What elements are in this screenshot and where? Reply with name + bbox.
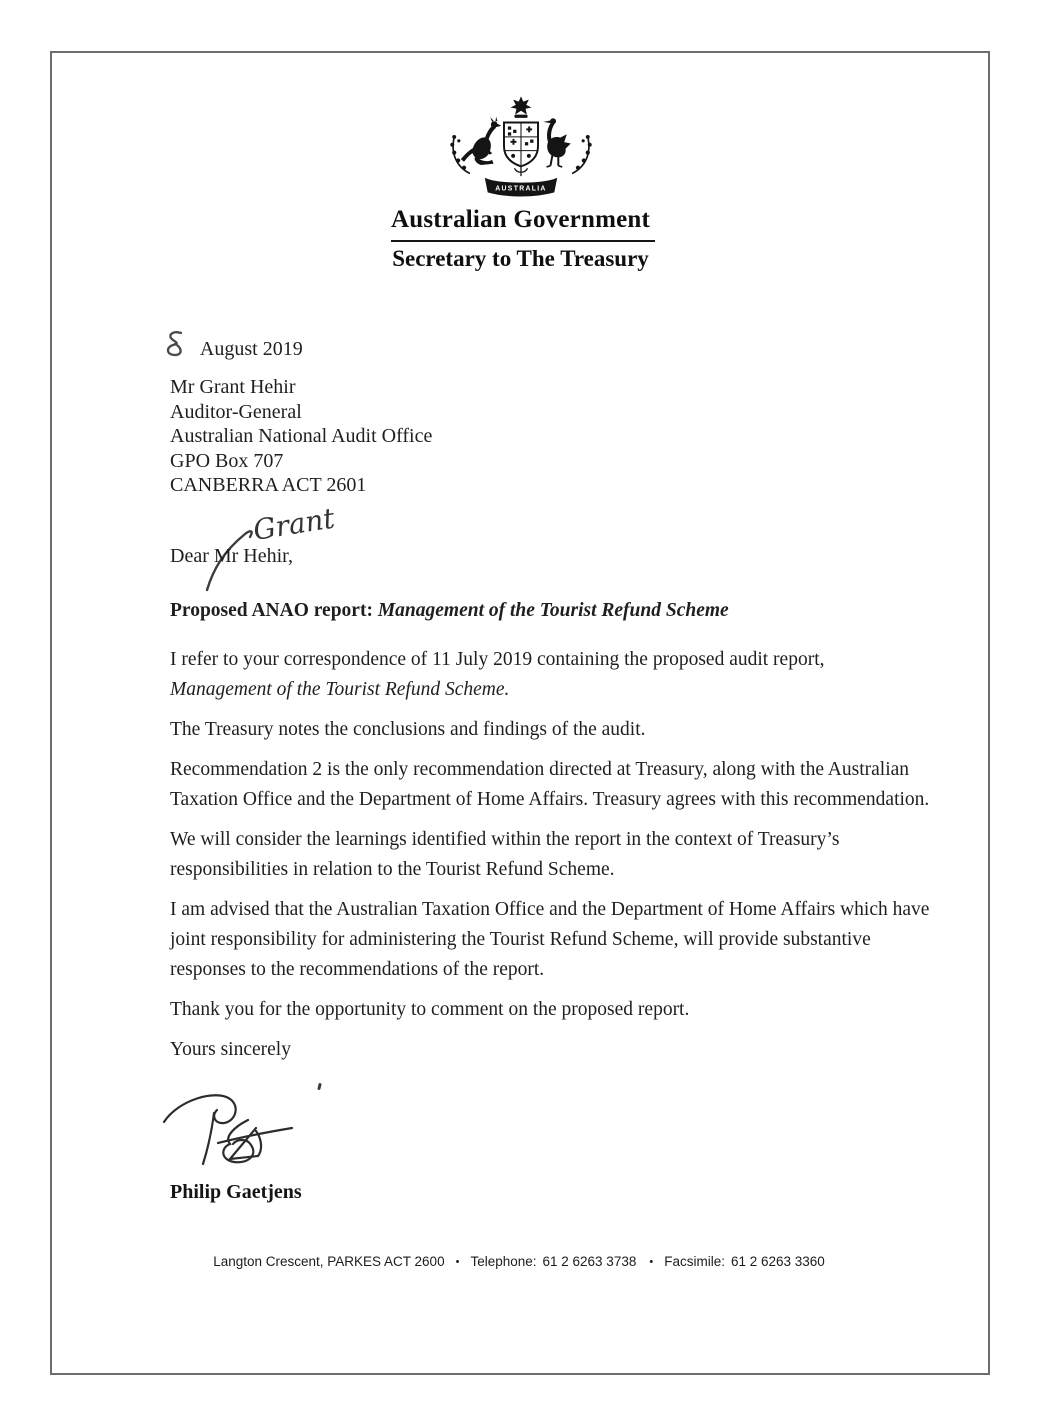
paragraph-5: I am advised that the Australian Taxation Office and the Department of Home Affairs which have joint responsibility for administering the Tourist Refund Scheme, will provide substantive responses to the recommendations of the report.: [170, 899, 930, 980]
recipient-address: [170, 375, 432, 498]
footer-contact-line: [50, 1254, 990, 1269]
letter-body: [170, 596, 930, 1075]
report-title: Management of the Tourist Refund Scheme: [377, 600, 729, 621]
paragraph-1: [170, 645, 930, 705]
banner-text: AUSTRALIA: [495, 185, 547, 193]
subject-label: Proposed ANAO report:: [170, 600, 378, 621]
wattle-spray-right-icon: [572, 135, 592, 174]
date-text: August 2019: [199, 338, 303, 360]
commonwealth-star-icon: [511, 96, 532, 118]
closing: Yours sincerely: [170, 1039, 291, 1060]
kangaroo-icon: [461, 117, 502, 165]
recipient-line: Australian National Audit Office: [170, 425, 433, 448]
office-title: Secretary to The Treasury: [392, 246, 649, 271]
government-name: Australian Government: [390, 206, 651, 233]
paragraph-1-text: I refer to your correspondence of 11 July 2019 containing the proposed audit report,: [170, 649, 825, 670]
subject-line: [170, 596, 930, 626]
paragraph-4: We will consider the learnings identified within the report in the context of Treasury’s responsibilities in relation to the Tourist Refund Scheme.: [170, 829, 840, 880]
paragraph-1-report-title: Management of the Tourist Refund Scheme.: [170, 679, 510, 700]
emu-icon: [543, 118, 570, 167]
facsimile-number: 61 2 6263 3360: [730, 1254, 825, 1269]
date-line: [164, 329, 303, 361]
footer-address: Langton Crescent, PARKES ACT 2600: [213, 1254, 445, 1269]
handwritten-day-icon: [164, 329, 186, 359]
telephone-label: Telephone:: [470, 1254, 537, 1269]
salutation: Dear Mr Hehir,: [170, 545, 294, 567]
australian-coat-of-arms-icon: [449, 95, 593, 205]
letterhead-divider: [391, 240, 655, 242]
facsimile-label: Facsimile:: [664, 1254, 725, 1269]
recipient-line: GPO Box 707: [170, 449, 284, 472]
paragraph-2: The Treasury notes the conclusions and findings of the audit.: [170, 719, 646, 740]
telephone-number: 61 2 6263 3738: [542, 1254, 637, 1269]
footer-bullet: •: [649, 1256, 654, 1268]
signer-name: Philip Gaetjens: [170, 1181, 302, 1203]
paragraph-6: Thank you for the opportunity to comment on the proposed report.: [170, 999, 690, 1020]
footer-bullet: •: [455, 1256, 460, 1268]
handwritten-name: Grant: [250, 501, 337, 547]
banner-ribbon: [486, 179, 557, 196]
recipient-line: CANBERRA ACT 2601: [170, 474, 367, 497]
recipient-line: Auditor-General: [170, 400, 302, 423]
paragraph-3: Recommendation 2 is the only recommendation directed at Treasury, along with the Australian Taxation Office and the Department of Home Affairs. Treasury agrees with this recommendation.: [170, 759, 930, 810]
shield-icon: [504, 123, 538, 167]
recipient-line: Mr Grant Hehir: [170, 376, 296, 398]
signature-icon: [158, 1086, 328, 1182]
